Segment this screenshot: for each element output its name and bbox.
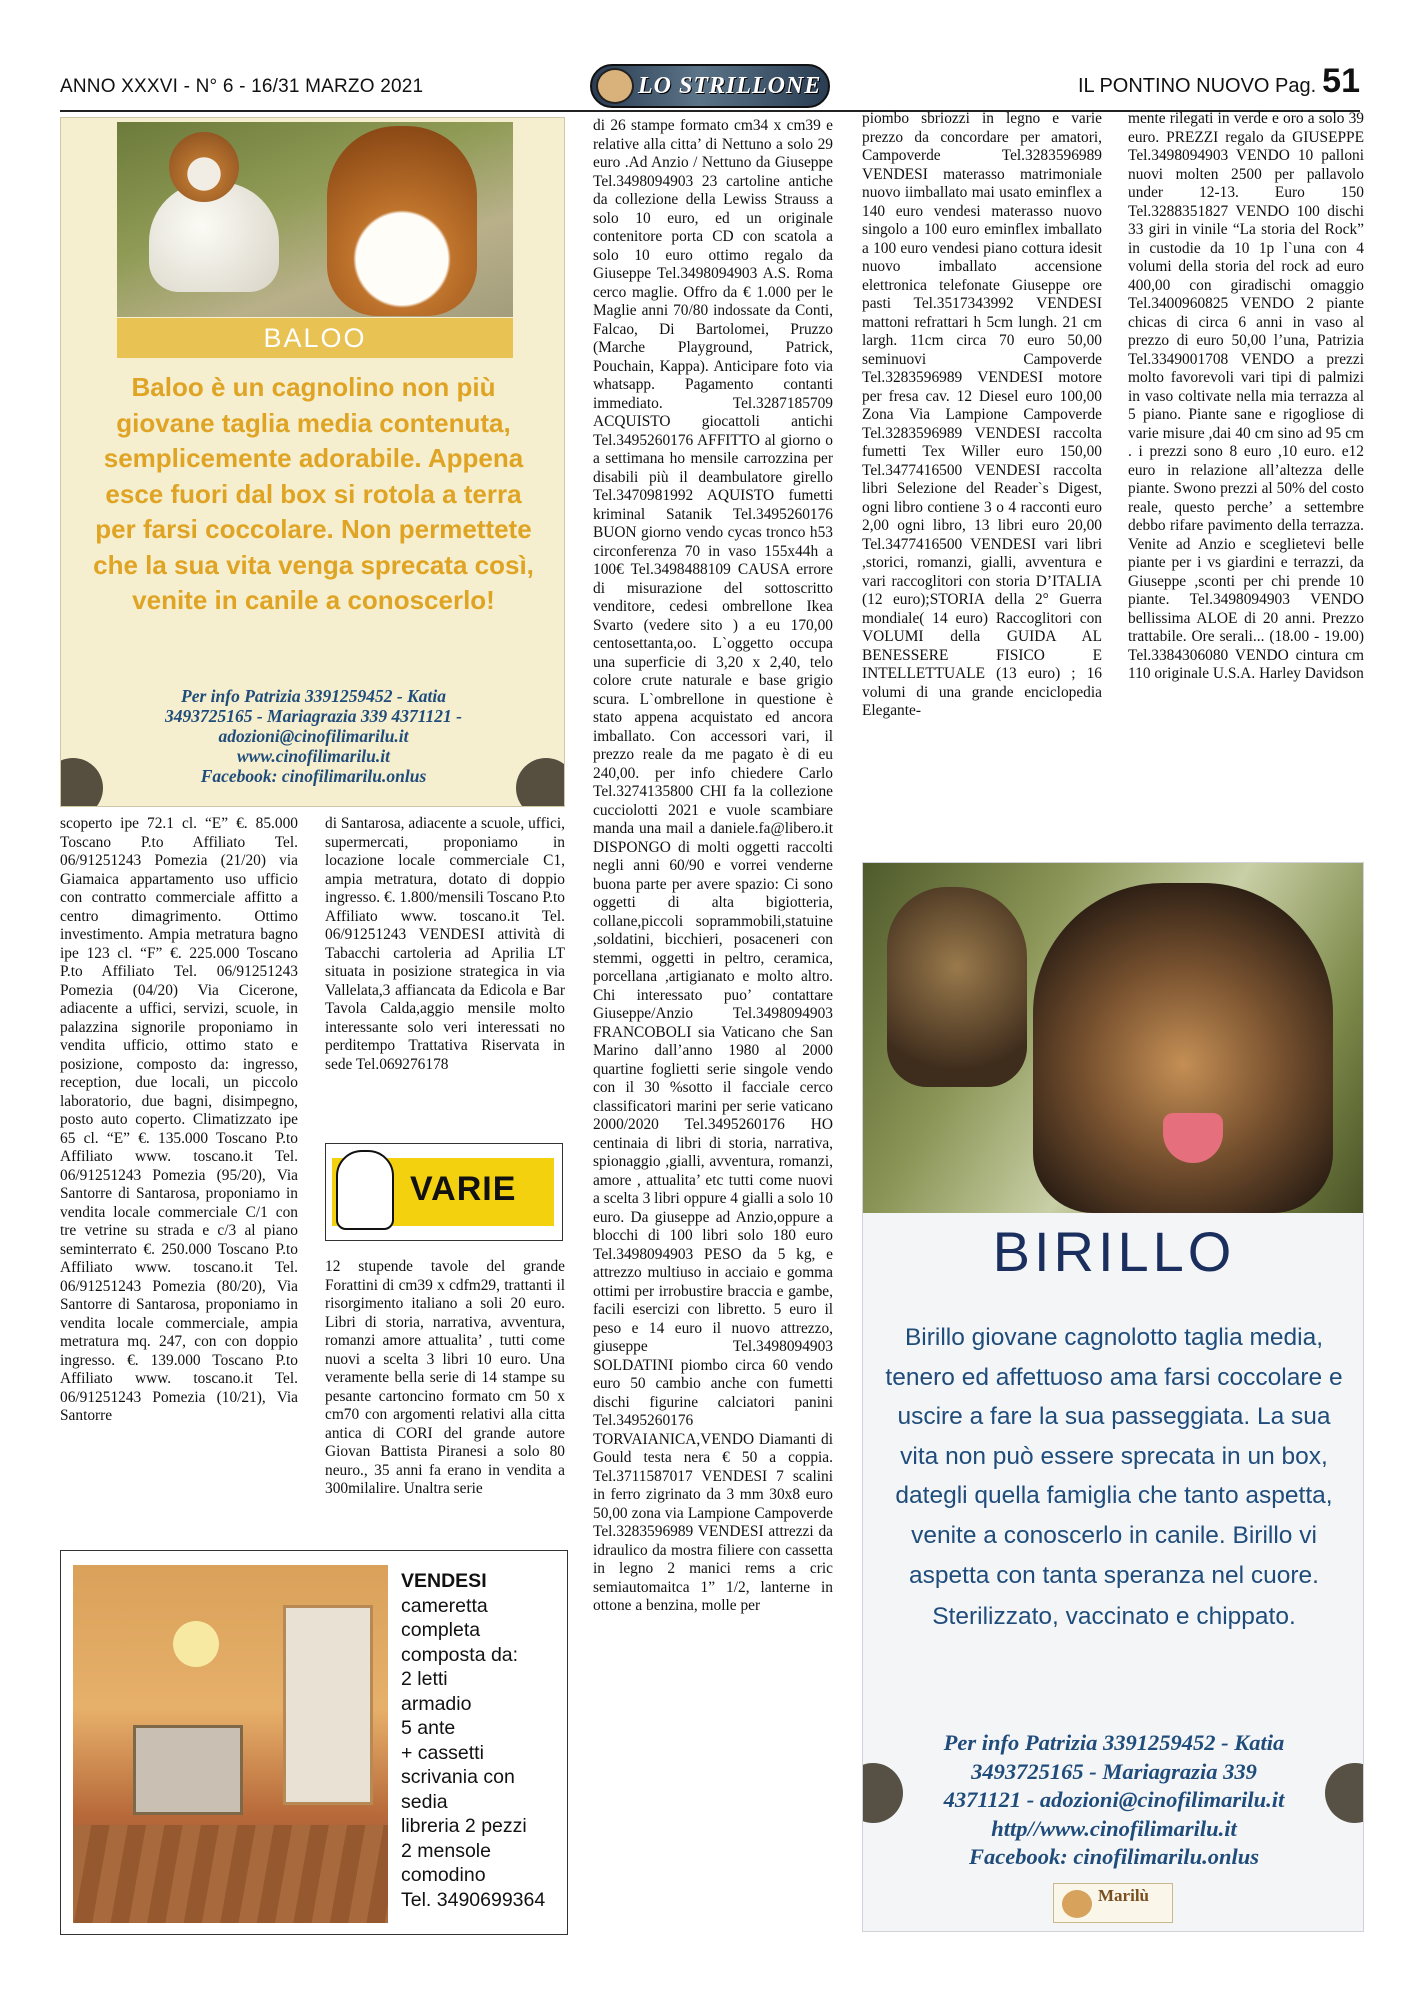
detail-line: libreria 2 pezzi bbox=[401, 1815, 527, 1837]
detail-line: composta da: bbox=[401, 1643, 519, 1666]
baloo-photo bbox=[117, 122, 513, 317]
classified-text: di Santarosa, adiacente a scuole, uffici, supermercati, proponiamo in locazione locale commerciale C1, ampia metratura, dotato di doppio ingresso. €. 1.800/mensili Toscano P.to Affiliato www. toscano.it Tel. 06/91251243 VENDESI attività di Tabacchi cartoleria ad Aprilia LT situata in posizione strategica in via Vallelata,3 affiancata da Edicola e Bar Tavola Calda,aggio mensile molto interessante solo veri interessati no perditempo Trattativa Riservata in sede Tel.069276178 bbox=[325, 815, 565, 1073]
bunk-bed-shape bbox=[133, 1725, 243, 1815]
baloo-description: Baloo è un cagnolino non più giovane taglia media contenuta, semplicemente adorabile. Appena esce fuori dal box si rotola a terra per farsi coccolare. Non permettete che la sua vita venga sprecata così, venite in canile a conoscerlo! bbox=[93, 372, 534, 615]
column-varie-vendesi bbox=[862, 110, 1102, 830]
baloo-name-banner: BALOO bbox=[117, 318, 513, 358]
masthead-logo bbox=[590, 64, 830, 108]
contact-email: adozioni@cinofilimarilu.it bbox=[218, 726, 409, 746]
classified-text: di 26 stampe formato cm34 x cm39 e relative alla citta’ di Nettuno a solo 29 euro .Ad Anzio / Nettuno da Giuseppe Tel.3498094903 23 cartoline antiche da collezione della Lewiss Strauss a solo 10 euro, ed un originale contenitore porta CD con scatola a solo 10 euro ottimo regalo da Giuseppe Tel.3498094903 A.S. Roma cerco maglie. Offro da € 1.000 per le Maglie anni 70/80 indossate da Conti, Falcao, Di Bartolomei, Pruzzo (Marche Playground, Patrick, Pouchain, Kappa). Anticipare foto via whatsapp. Pagamento contanti immediato. Tel.3287185709 ACQUISTO giocattoli antichi Tel.3495260176 AFFITTO al giorno o a settimana ho mensile carrozzina per disabili più il deambulatore girello Tel.3470981992 AQUISTO fumetti kriminal Satanik Tel.3495260176 BUON giorno vendo cycas tronco h53 circonferenza 70 in vaso 155x44h a 100€ Tel.3498488109 CAUSA errore di misurazione del sottoscritto venditore, cedesi ombrellone Ikea Svarto (vedere sito ) a eu 170,00 centosettanta,oo. L`oggetto occupa una superficie di 3,20 x 2,40, telo colore crute naturale e base grigio scura. L`ombrellone in questione è stato appena acquistato ed ancora imballato. Con accessori vari, il prezzo reale da me pagato è di eu 240,00. per info chiedere Carlo Tel.3274135800 CHI fa la collezione cucciolotti 2021 e vuole scambiare manda una mail a daniele.fa@libero.it DISPONGO di molti oggetti raccolti negli anni 60/90 e vorrei venderne buona parte per avere spazio: Ci sono oggetti di alta bigiotteria, collane,piccoli soprammobili,statuine ,soldatini, bicchieri, posaceneri con stemmi, oggetti in peltro, ceramica, porcellana ,artigianato e molto altro. Chi interessato puo’ contattare Giuseppe/Anzio Tel.3498094903 FRANCOBOLI sia Vaticano che San Marino dall’anno 1980 al 2000 quartine foglietti serie singole vendo con il 30 %sotto il facciale cerco classificatori marini per serie vaticano 2000/2020 Tel.3495260176 HO centinaia di libri di storia, narrativa, spionaggio ,gialli, avventura, romanzi, amore , attualita’ etc tutti come nuovi a scelta 3 libri oppure 4 gialli a solo 10 euro. Da giuseppe ad Anzio,oppure a blocchi di 100 libri solo 180 euro Tel.3498094903 PESO da 5 kg, e attrezzo multiuso in acciaio e gomma ottimi per irrobustire braccia e gambe, facili esercizi con libretto. 5 euro il peso e 14 euro il nuovo attrezzo, giuseppe Tel.3498094903 SOLDATINI piombo circa 60 vendo euro 50 cambio anche con fumetti dischi figurine calciatori panini Tel.3495260176 TORVAIANICA,VENDO Diamanti di Gould testa nera € 50 a coppia. Tel.3711587017 VENDESI 7 scalini in ferro zigrinato da 3 mm 30x8 euro 50,00 zona via Lampione Campoverde Tel.3283596989 VENDESI attrezzi da idraulico da mostra filiere con cassetta in legno 2 manici rems a cric semiautomaitca 1” 1/2, lanterne in ottone a benzina, molle per bbox=[593, 117, 833, 1614]
detail-line: 5 ante bbox=[401, 1717, 456, 1739]
issue-info: ANNO XXXVI - N° 6 - 16/31 MARZO 2021 bbox=[60, 76, 424, 97]
contact-line: 3493725165 - Mariagrazia 339 bbox=[971, 1758, 1257, 1784]
cameretta-phone: Tel. 3490699364 bbox=[401, 1888, 546, 1911]
lamp-shape bbox=[173, 1621, 219, 1667]
paw-icon bbox=[1325, 1763, 1364, 1823]
detail-line: 2 letti bbox=[401, 1668, 448, 1690]
baloo-contact bbox=[91, 686, 536, 786]
detail-line: armadio bbox=[401, 1692, 472, 1715]
detail-line: sedia bbox=[401, 1790, 448, 1813]
column-varie-start bbox=[325, 1258, 565, 1538]
birillo-contact bbox=[903, 1729, 1325, 1872]
publication-name: IL PONTINO NUOVO Pag. bbox=[1077, 75, 1317, 97]
cameretta-details bbox=[401, 1569, 561, 1912]
detail-line: 2 mensole bbox=[401, 1839, 491, 1862]
page-number: 51 bbox=[1322, 62, 1360, 100]
dog-portrait-shape bbox=[1033, 883, 1333, 1213]
logo-text: LO STRILLONE bbox=[638, 73, 822, 99]
contact-email: 4371121 - adozioni@cinofilimarilu.it bbox=[943, 1787, 1285, 1812]
dog-icon bbox=[1062, 1890, 1092, 1918]
paw-icon bbox=[862, 1763, 903, 1823]
page-header bbox=[60, 60, 1360, 112]
cameretta-title: VENDESI bbox=[401, 1570, 487, 1592]
varie-banner bbox=[332, 1158, 554, 1226]
marilu-logo bbox=[1053, 1883, 1173, 1923]
ad-cameretta bbox=[60, 1550, 568, 1935]
mascot-icon bbox=[336, 1150, 394, 1230]
classified-text: 12 stupende tavole del grande Forattini di cm39 x cdfm29, trattanti il risorgimento italiano a soli 20 euro. Libri di storia, narrativa, avventura, romanzi amore attualita’ , tutti come nuovi a scelta 3 libri 10 euro. Una veramente bella serie di 14 stampe su pesante cartoncino formato cm 50 x cm70 con argomenti relativi alla citta antica di CORI del grande autore Giovan Battista Piranesi a solo 80 neuro., 35 anni fa erano in vendita a 300milalire. Unaltra serie bbox=[325, 1258, 565, 1497]
contact-line: Per info Patrizia 3391259452 - Katia bbox=[181, 686, 446, 706]
birillo-story: Birillo giovane cagnolotto taglia media, tenero ed affettuoso ama farsi coccolare e uscire a fare la sua passeggiata. La sua vita non può essere sprecata in un box, dategli quella famiglia che tanto aspetta, venite a conoscerlo in canile. Birillo vi aspetta con tanta speranza nel cuore. bbox=[885, 1324, 1343, 1589]
contact-website: http//www.cinofilimarilu.it bbox=[991, 1815, 1237, 1841]
detail-line: + cassetti bbox=[401, 1741, 484, 1764]
birillo-description bbox=[881, 1318, 1347, 1637]
contact-facebook: Facebook: cinofilimarilu.onlus bbox=[200, 766, 427, 786]
bedroom-photo bbox=[73, 1565, 388, 1923]
classified-text: scoperto ipe 72.1 cl. “E” €. 85.000 Toscano P.to Affiliato Tel. 06/91251243 Pomezia (21/20) via Giamaica appartamento uso ufficio con contratto commerciale affitto a centro dimagrimento. Ottimo investimento. Ampia metratura bagno ipe 123 cl. “F” €. 225.000 Toscano P.to Affiliato Tel. 06/91251243 Pomezia (04/20) Via Cicerone, adiacente a uffici, servizi, scuole, in palazzina signorile proponiamo in vendita ufficio, ottimo stato e posizione, composto da: ingresso, reception, due locali, un piccolo laboratorio, due bagni, disimpegno, posto auto coperto. Climatizzato ipe 65 cl. “E” €. 135.000 Toscano P.to Affiliato www. toscano.it Tel. 06/91251243 Pomezia (95/20), Via Santorre di Santarosa, proponiamo in vendita locale commerciale C/1 con tre vetrine su strada e c/3 al piano seminterrato €. 250.000 Toscano P.to Affiliato www. toscano.it Tel. 06/91251243 Pomezia (80/20), Via Santorre di Santarosa, proponiamo in vendita locale commerciale, ampia metratura mq. 247, con con doppio ingresso. €. 139.000 Toscano P.to Affiliato www. toscano.it Tel. 06/91251243 Pomezia (10/21), Via Santorre bbox=[60, 815, 298, 1424]
birillo-health-note: Sterilizzato, vaccinato e chippato. bbox=[932, 1603, 1296, 1631]
column-business bbox=[325, 815, 565, 1115]
marilu-logo-text: Marilù bbox=[1098, 1886, 1149, 1905]
dog-head-shape bbox=[169, 132, 239, 202]
varie-title: VARIE bbox=[410, 1170, 517, 1208]
detail-line: completa bbox=[401, 1619, 481, 1641]
classified-text: piombo sbriozzi in legno e varie prezzo da concordare per amatori, Campoverde Tel.3283596989 VENDESI materasso matrimoniale nuovo iimballato mai usato eminflex a 140 euro vendesi materasso nuovo singolo a 100 euro eminflex imballato a 100 euro vendesi piano cottura idesit nuovo imballato accensione elettronica telefonate Giuseppe ore pasti Tel.3517343992 VENDESI mattoni refrattari h 5cm lungh. 21 cm largh. 11cm circa 70 euro 50,00 seminuovi Campoverde Tel.3283596989 VENDESI motore per fresa cav. 12 Diesel euro 100,00 Zona Via Lampione Campoverde Tel.3283596989 VENDESI raccolta fumetti Tex Willer euro 150,00 Tel.3477416500 VENDESI raccolta libri Selezione del Reader`s Digest, ogni libro contiene 3 o 4 racconti euro 2,00 ogni libro, 13 libri euro 20,00 Tel.3477416500 VENDESI vari libri ,storici, romanzi, gialli, avventura e vari raccoglitori con storia D’ITALIA (12 euro);STORIA della 2° Guerra mondiale( 14 euro) Raccoglitori con VOLUMI della GUIDA AL BENESSERE FISICO E INTELLETTUALE (13 euro) ; 16 volumi di una grande enciclopedia Elegante- bbox=[862, 110, 1102, 719]
detail-line: scrivania con bbox=[401, 1766, 515, 1788]
contact-facebook: Facebook: cinofilimarilu.onlus bbox=[968, 1844, 1260, 1869]
contact-line: 3493725165 - Mariagrazia 339 4371121 - bbox=[164, 706, 463, 726]
dog-portrait-shape bbox=[327, 126, 477, 316]
dog-shape bbox=[887, 887, 1027, 1087]
ad-birillo bbox=[862, 862, 1364, 1932]
birillo-photo bbox=[863, 863, 1364, 1213]
classified-text: mente rilegati in verde e oro a solo 39 euro. PREZZI regalo da GIUSEPPE Tel.3498094903 VENDO 10 palloni nuovi molten 2500 per pallavolo under 12-13. Euro 150 Tel.3288351827 VENDO 100 dischi 33 giri in vinile “La storia del Rock” in custodie da 10 1p l`una con 4 volumi della storia del rock ad euro 400,00 con giradischi omaggio Tel.3400960825 VENDO 2 piante chicas di circa 6 anni in vaso al prezzo di euro 50,00 l’una, Patrizia Tel.3349001708 VENDO a prezzi molto favorevoli vari tipi di palmizi in vaso coltivate nella mia terrazza al 5 piano. Piante sane e rigogliose di varie misure ,dai 40 cm sino ad 95 cm . i prezzi sono 8 euro ,10 euro. e12 euro in relazione all’altezza delle piante. Swono prezzi al 50% del costo reale, questo perche’ a settembre debbo rifare pavimento della terrazza. Venite ad Anzio e sceglietevi belle piante per i vs giardini e terrazzi, da Giuseppe ,sconti per chi prende 10 piante. Tel.3498094903 VENDO bellissima ALOE di 20 anni. Prezzo trattabile. Ore serali... (18.00 - 19.00) Tel.3384306080 VENDO cintura cm 110 originale U.S.A. Harley Davidson bbox=[1128, 110, 1364, 682]
detail-line: cameretta bbox=[401, 1594, 488, 1617]
publication-page bbox=[1078, 62, 1360, 101]
detail-line: comodino bbox=[401, 1864, 486, 1886]
mascot-icon bbox=[596, 68, 634, 104]
contact-line: Per info Patrizia 3391259452 - Katia bbox=[943, 1730, 1285, 1755]
birillo-name: BIRILLO bbox=[992, 1220, 1236, 1283]
varie-section-header bbox=[325, 1143, 563, 1241]
floor-shape bbox=[73, 1825, 388, 1923]
column-varie-middle bbox=[593, 117, 833, 1955]
column-varie-vendo bbox=[1128, 110, 1364, 830]
column-real-estate bbox=[60, 815, 298, 1535]
contact-website: www.cinofilimarilu.it bbox=[237, 746, 390, 766]
ad-baloo bbox=[60, 117, 565, 807]
bookcase-shape bbox=[283, 1605, 373, 1805]
